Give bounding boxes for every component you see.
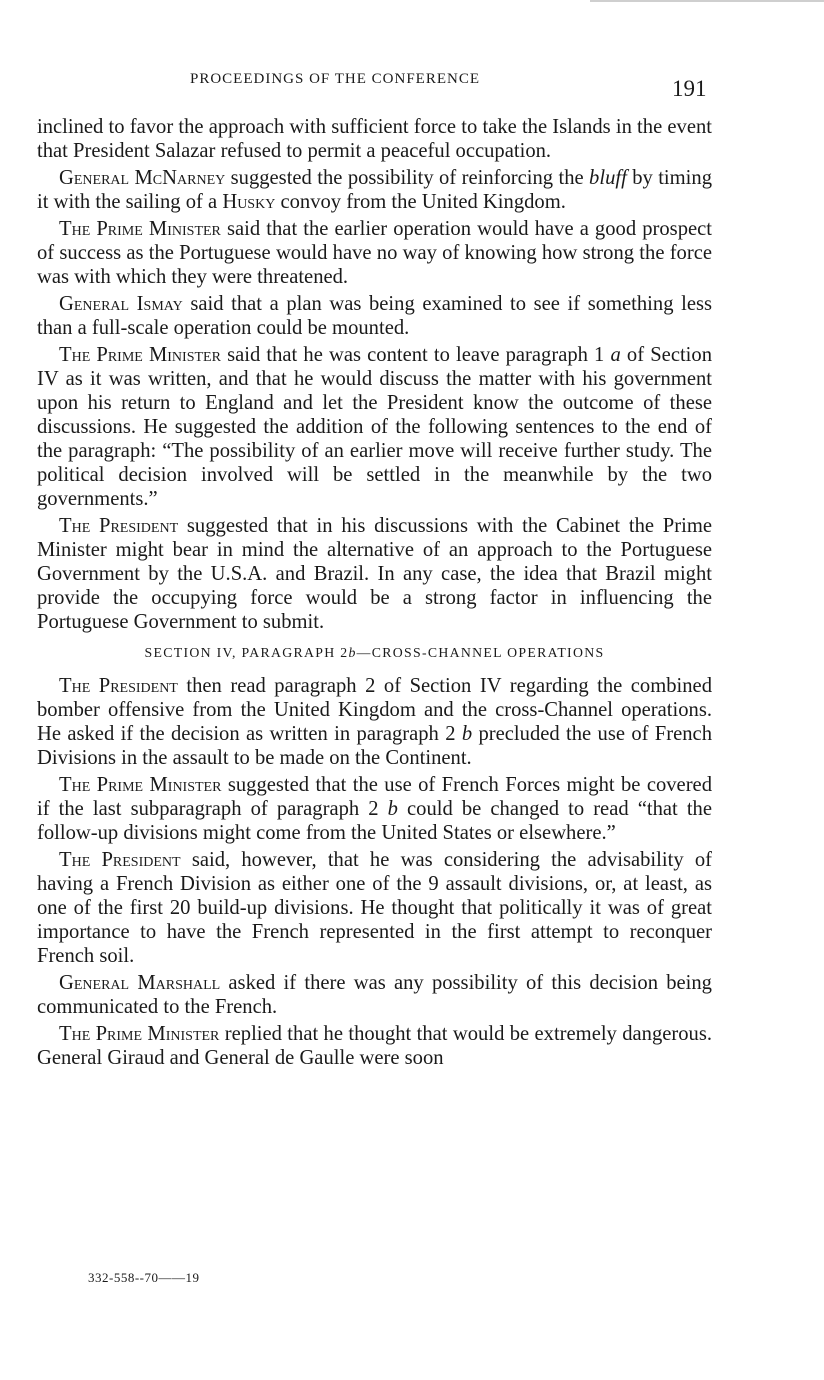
speaker-name: The Prime Minister [59,344,221,366]
operation-name: Husky [222,191,276,213]
speaker-name: General Marshall [59,972,221,994]
running-head: PROCEEDINGS OF THE CONFERENCE [190,71,480,87]
speaker-name: General Ismay [59,293,183,315]
paragraph-mcnarney: General McNarney suggested the possibility of reinforcing the bluff by timing it with the sailing of a Husky convoy from the United Kingdom. [37,167,712,213]
italic-term: b [461,723,473,745]
italic-term: b [387,798,398,820]
paragraph-president-3: The President said, however, that he was considering the advisability of having a French Division as either one of the 9 assault divisions, or, at least, as one of the first 20 build-up divisions. He thought that politically it was of great importance to have the French represented in the first attempt to reconquer French soil. [37,849,712,967]
italic-term: a [610,344,621,366]
paragraph-prime-minister-3: The Prime Minister suggested that the use of French Forces might be covered if the last subparagraph of paragraph 2 b could be changed to read “that the follow-up divisions might come from the United States or elsewhere.” [37,774,712,844]
paragraph-prime-minister-4: The Prime Minister replied that he thought that would be extremely dangerous. General Giraud and General de Gaulle were soon [37,1023,713,1069]
section-heading: SECTION IV, PARAGRAPH 2b—CROSS-CHANNEL OPERATIONS [144,645,605,660]
speaker-name: General McNarney [59,167,226,189]
speaker-name: The President [59,849,181,871]
paragraph-continuation: inclined to favor the approach with sufficient force to take the Islands in the event that President Salazar refused to permit a peaceful occupation. [37,116,712,162]
top-edge-rule [590,0,824,2]
italic-term: bluff [589,167,627,189]
speaker-name: The President [59,515,179,537]
paragraph-president-1: The President suggested that in his discussions with the Cabinet the Prime Minister might bear in mind the alternative of an approach to the Portuguese Government by the U.S.A. and Brazil. In any case, the idea that Brazil might provide the occupying force would be a strong factor in influencing the Portuguese Government to submit. [37,515,713,633]
speaker-name: The President [59,675,178,697]
print-code: 332-558--70——19 [88,1270,200,1285]
paragraph-president-2: The President then read paragraph 2 of Section IV regarding the combined bomber offensive from the United Kingdom and the cross-Channel operations. He asked if the decision as written in paragraph 2 b precluded the use of French Divisions in the assault to be made on the Continent. [37,675,712,769]
page-body [37,115,712,1073]
paragraph-prime-minister-2: The Prime Minister said that he was content to leave paragraph 1 a of Section IV as it was written, and that he would discuss the matter with his government upon his return to England and let the President know the outcome of these discussions. He suggested the addition of the following sentences to the end of the paragraph: “The possibility of an earlier move will receive further study. The political decision involved will be settled in the meanwhile by the two governments.” [37,344,712,510]
page-number: 191 [672,76,707,101]
paragraph-prime-minister-1: The Prime Minister said that the earlier operation would have a good prospect of success as the Portuguese would have no way of knowing how strong the force was with which they were threatened. [37,218,712,288]
paragraph-ismay: General Ismay said that a plan was being examined to see if something less than a full-scale operation could be mounted. [37,293,712,339]
speaker-name: The Prime Minister [59,1023,220,1045]
paragraph-marshall: General Marshall asked if there was any possibility of this decision being communicated to the French. [37,972,712,1018]
speaker-name: The Prime Minister [59,774,222,796]
speaker-name: The Prime Minister [59,218,221,240]
